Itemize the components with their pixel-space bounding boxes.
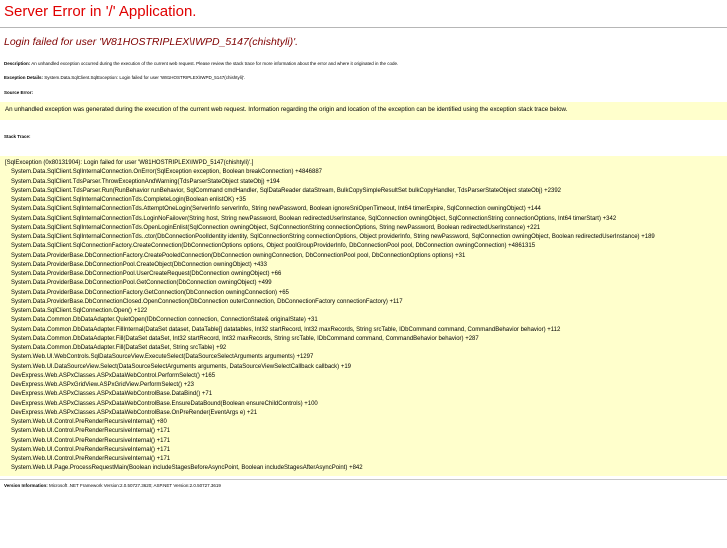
description-label: Description: [4, 61, 31, 66]
version-label: Version Information: [4, 483, 48, 488]
stack-trace-line: System.Data.ProviderBase.DbConnectionPool.GetConnection(DbConnection owningObject) +499 [11, 280, 272, 287]
source-error-section [4, 90, 723, 96]
description-text: An unhandled exception occurred during the execution of the current web request. Please review the stack trace for more information about the error and where it originated in the code. [31, 61, 399, 66]
stack-trace-line: System.Data.SqlClient.SqlInternalConnection.OnError(SqlException exception, Boolean breakConnection) +4846887 [11, 169, 323, 176]
page-title: Server Error in '/' Application. [4, 3, 197, 20]
description-section [4, 61, 723, 67]
exception-text: System.Data.SqlClient.SqlException: Login failed for user 'W81HOSTRIPLEX\IWPD_5147(chishtyli)'. [44, 75, 246, 80]
stack-trace-line: System.Data.Common.DbDataAdapter.Fill(DataSet dataSet, Int32 startRecord, Int32 maxRecords, String srcTable, IDbCommand command, CommandBehavior behavior) +287 [11, 335, 479, 342]
stack-trace-line: System.Data.SqlClient.SqlInternalConnectionTds.OpenLoginEnlist(SqlConnection owningObject, SqlConnectionString connectionOptions, String newPassword, Boolean redirectedUserInstance) +221 [11, 224, 541, 231]
stack-trace-line: System.Data.Common.DbDataAdapter.FillInternal(DataSet dataset, DataTable[] datatables, Int32 startRecord, Int32 maxRecords, String srcTable, IDbCommand command, CommandBehavior behavior) +112 [11, 326, 561, 333]
stack-trace-line: System.Data.Common.DbDataAdapter.Fill(DataSet dataSet, String srcTable) +92 [11, 345, 227, 351]
stack-trace-line: System.Data.SqlClient.SqlConnectionFactory.CreateConnection(DbConnectionOptions options, Object poolGroupProviderInfo, DbConnectionPool pool, DbConnection owningConnection) +4861315 [11, 243, 536, 250]
exception-label: Exception Details: [4, 75, 44, 80]
stack-trace-line: System.Data.SqlClient.SqlInternalConnectionTds.CompleteLogin(Boolean enlistOK) +35 [11, 197, 246, 203]
footer-divider [0, 479, 727, 480]
stack-trace-line: System.Web.UI.Control.PreRenderRecursiveInternal() +171 [11, 456, 171, 462]
source-error-label: Source Error: [4, 90, 34, 95]
stack-trace-line: System.Data.ProviderBase.DbConnectionPool.UserCreateRequest(DbConnection owningObject) +66 [11, 271, 282, 277]
stack-trace-line: DevExpress.Web.ASPxClasses.ASPxDataWebControlBase.DataBind() +71 [11, 391, 213, 398]
stack-trace-line: System.Data.ProviderBase.DbConnectionPool.CreateObject(DbConnection owningObject) +433 [11, 261, 267, 268]
stack-trace-line: System.Data.ProviderBase.DbConnectionFactory.CreatePooledConnection(DbConnection owningConnection, DbConnectionPool pool, DbConnectionOptions options) +31 [11, 252, 466, 259]
error-subtitle: Login failed for user 'W81HOSTRIPLEX\IWPD_5147(chishtyli)'. [4, 36, 299, 48]
stack-trace-line: DevExpress.Web.ASPxClasses.ASPxDataWebControlBase.EnsureDataBound(Boolean ensureChildControls) +100 [11, 400, 318, 407]
title-divider [0, 27, 727, 28]
stack-trace-line: System.Data.SqlClient.TdsParser.Run(RunBehavior runBehavior, SqlCommand cmdHandler, SqlDataReader dataStream, BulkCopySimpleResultSet bulkCopyHandler, TdsParserStateObject stateObj) +2392 [11, 187, 561, 194]
stack-trace-line: DevExpress.Web.ASPxGridView.ASPxGridView.PerformSelect() +23 [11, 382, 194, 388]
stack-trace-line: System.Web.UI.Control.PreRenderRecursiveInternal() +171 [11, 446, 171, 453]
version-info [4, 483, 723, 489]
stack-trace-line: System.Data.ProviderBase.DbConnectionFactory.GetConnection(DbConnection owningConnection) +65 [11, 289, 289, 296]
exception-details-section [4, 75, 723, 81]
stack-trace-section [4, 134, 723, 140]
stack-trace-box [0, 156, 727, 476]
stack-trace-lines [5, 168, 722, 473]
stack-trace-line: System.Data.SqlClient.SqlInternalConnectionTds.LoginNoFailover(String host, String newPassword, Boolean redirectedUserInstance, SqlConnection owningObject, SqlConnectionString connectionOptions, Int64 timerStart) +342 [11, 215, 617, 222]
stack-trace-line: System.Data.ProviderBase.DbConnectionClosed.OpenConnection(DbConnection outerConnection, DbConnectionFactory connectionFactory) +117 [11, 298, 403, 305]
stack-trace-line: System.Data.SqlClient.TdsParser.ThrowExceptionAndWarning(TdsParserStateObject stateObj) +194 [11, 178, 280, 185]
source-error-text: An unhandled exception was generated during the execution of the current web request. Information regarding the origin and location of the exception can be identified using the exception stack trace below. [5, 106, 568, 113]
stack-trace-line: System.Web.UI.Control.PreRenderRecursiveInternal() +80 [11, 419, 167, 425]
stack-trace-line: System.Data.SqlClient.SqlConnection.Open() +122 [11, 308, 148, 314]
stack-trace-label: Stack Trace: [4, 134, 31, 139]
stack-trace-line: DevExpress.Web.ASPxClasses.ASPxDataWebControl.PerformSelect() +165 [11, 372, 216, 379]
version-text: Microsoft .NET Framework Version:2.0.50727.3620; ASP.NET Version:2.0.50727.3619 [49, 483, 221, 488]
stack-trace-line: DevExpress.Web.ASPxClasses.ASPxDataWebControlBase.OnPreRender(EventArgs e) +21 [11, 409, 258, 416]
stack-trace-line: System.Data.SqlClient.SqlInternalConnectionTds..ctor(DbConnectionPoolIdentity identity, SqlConnectionString connectionOptions, Object providerInfo, String newPassword, SqlConnection owningObject, Boolean redirectedUserInstance) +189 [11, 234, 655, 240]
stack-trace-line: System.Web.UI.Control.PreRenderRecursiveInternal() +171 [11, 437, 171, 444]
stack-trace-line: System.Web.UI.Page.ProcessRequestMain(Boolean includeStagesBeforeAsyncPoint, Boolean includeStagesAfterAsyncPoint) +842 [11, 465, 363, 472]
error-page [0, 3, 727, 489]
stack-trace-line: System.Web.UI.DataSourceView.Select(DataSourceSelectArguments arguments, DataSourceViewSelectCallback callback) +19 [11, 363, 351, 370]
stack-trace-line: System.Web.UI.WebControls.SqlDataSourceView.ExecuteSelect(DataSourceSelectArguments arguments) +1297 [11, 354, 314, 361]
source-error-box [0, 102, 727, 120]
stack-trace-header: [SqlException (0x80131904): Login failed for user 'W81HOSTRIPLEX\IWPD_5147(chishtyli)'.] [5, 160, 254, 166]
stack-trace-line: System.Web.UI.Control.PreRenderRecursiveInternal() +171 [11, 428, 171, 435]
stack-trace-line: System.Data.SqlClient.SqlInternalConnectionTds.AttemptOneLogin(ServerInfo serverInfo, String newPassword, Boolean ignoreSniOpenTimeout, Int64 timerExpire, SqlConnection owningObject) +144 [11, 206, 541, 213]
stack-trace-line: System.Data.Common.DbDataAdapter.QuietOpen(IDbConnection connection, ConnectionState& originalState) +31 [11, 317, 318, 324]
